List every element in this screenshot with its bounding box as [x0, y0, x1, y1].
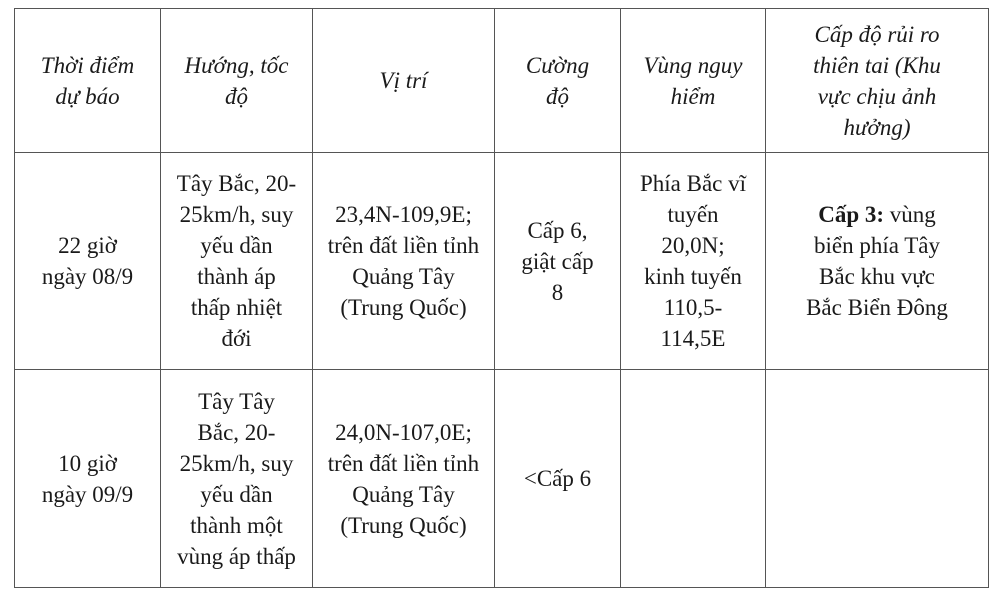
cell-position: 23,4N-109,9E; trên đất liền tỉnh Quảng Tây (Trung Quốc) — [313, 153, 495, 370]
cell-time: 10 giờ ngày 09/9 — [15, 370, 161, 588]
cell-direction: Tây Tây Bắc, 20- 25km/h, suy yếu dần thành một vùng áp thấp — [161, 370, 313, 588]
cell-position: 24,0N-107,0E; trên đất liền tỉnh Quảng Tây (Trung Quốc) — [313, 370, 495, 588]
header-risk-level: Cấp độ rủi ro thiên tai (Khu vực chịu ảnh hưởng) — [766, 9, 989, 153]
header-intensity: Cường độ — [495, 9, 621, 153]
risk-level-label: Cấp 3: — [818, 202, 885, 227]
forecast-table — [14, 8, 989, 588]
table-row — [15, 153, 989, 370]
cell-danger-zone — [621, 370, 766, 588]
header-row — [15, 9, 989, 153]
cell-direction: Tây Bắc, 20- 25km/h, suy yếu dần thành áp thấp nhiệt đới — [161, 153, 313, 370]
cell-intensity: <Cấp 6 — [495, 370, 621, 588]
header-forecast-time: Thời điểm dự báo — [15, 9, 161, 153]
header-direction-speed: Hướng, tốc độ — [161, 9, 313, 153]
cell-intensity: Cấp 6, giật cấp 8 — [495, 153, 621, 370]
cell-risk-level: Cấp 3: vùng biển phía Tây Bắc khu vực Bắc Biển Đông — [766, 153, 989, 370]
cell-risk-level — [766, 370, 989, 588]
header-danger-zone: Vùng nguy hiểm — [621, 9, 766, 153]
cell-time: 22 giờ ngày 08/9 — [15, 153, 161, 370]
cell-danger-zone: Phía Bắc vĩ tuyến 20,0N; kinh tuyến 110,5- 114,5E — [621, 153, 766, 370]
header-position: Vị trí — [313, 9, 495, 153]
table-row — [15, 370, 989, 588]
